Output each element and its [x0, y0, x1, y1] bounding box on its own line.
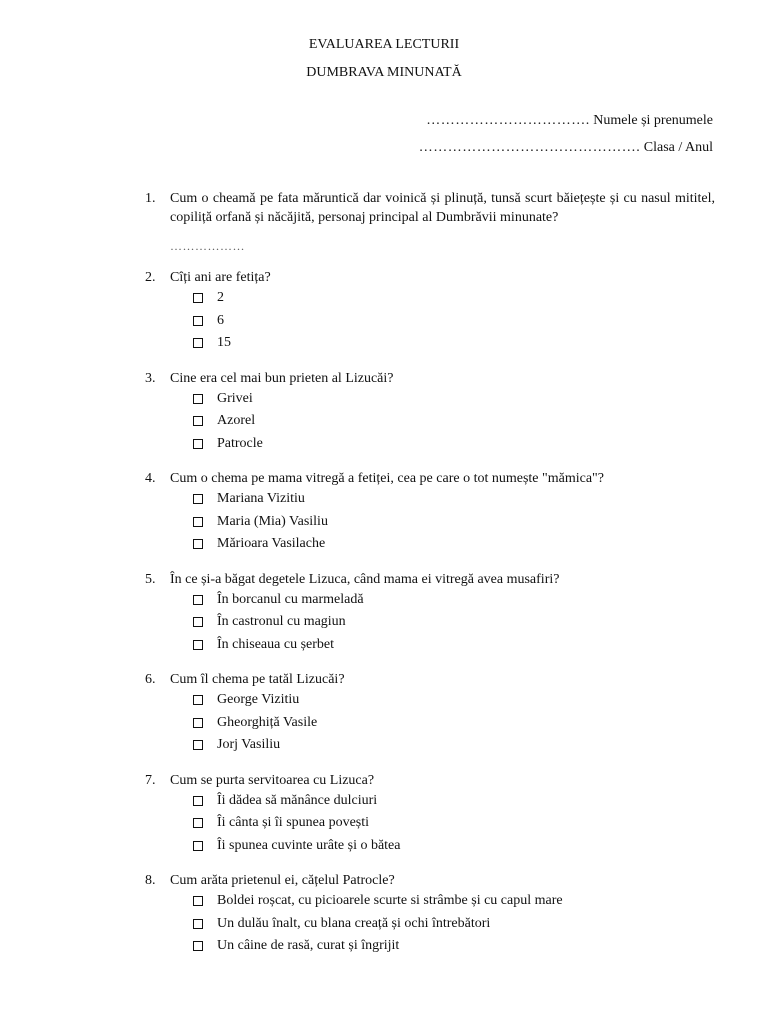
- answer-blank[interactable]: ………………: [170, 239, 245, 253]
- option-label: 2: [217, 290, 224, 306]
- option-label: Mărioara Vasilache: [217, 536, 326, 552]
- answer-option[interactable]: [193, 634, 715, 657]
- question-row: [145, 369, 715, 388]
- header: [0, 36, 768, 82]
- option-label: Un dulău înalt, cu blana creață și ochi întrebători: [217, 915, 491, 931]
- answer-option[interactable]: [193, 589, 715, 612]
- page-subtitle: DUMBRAVA MINUNATĂ: [306, 65, 462, 80]
- checkbox[interactable]: [193, 338, 203, 348]
- checkbox[interactable]: [193, 841, 203, 851]
- option-label: Îi dădea să mănânce dulciuri: [217, 792, 378, 808]
- checkbox[interactable]: [193, 919, 203, 929]
- option-label: Gheorghiță Vasile: [217, 714, 318, 730]
- question-text: Cum arăta prietenul ei, cățelul Patrocle?: [170, 873, 395, 888]
- option-label: Azorel: [217, 413, 256, 429]
- checkbox[interactable]: [193, 796, 203, 806]
- question-number: 1.: [145, 191, 156, 206]
- question-item: [145, 771, 715, 858]
- answer-option[interactable]: [193, 533, 715, 556]
- name-field-label: Numele și prenumele: [593, 113, 713, 128]
- question-number: 3.: [145, 370, 156, 386]
- answer-option[interactable]: [193, 410, 715, 433]
- checkbox[interactable]: [193, 941, 203, 951]
- question-text: În ce și-a băgat degetele Lizuca, când mama ei vitregă avea musafiri?: [170, 571, 560, 587]
- answer-option[interactable]: [193, 511, 715, 534]
- checkbox[interactable]: [193, 517, 203, 527]
- question-row: [145, 871, 715, 890]
- checkbox[interactable]: [193, 539, 203, 549]
- class-field-row: [419, 140, 713, 156]
- answer-option[interactable]: [193, 433, 715, 456]
- question-item: [145, 268, 715, 355]
- checkbox[interactable]: [193, 293, 203, 303]
- checkbox[interactable]: [193, 640, 203, 650]
- answer-option[interactable]: [193, 712, 715, 735]
- checkbox[interactable]: [193, 439, 203, 449]
- question-item: [145, 670, 715, 757]
- option-label: Maria (Mia) Vasiliu: [217, 513, 328, 529]
- option-label: Boldei roșcat, cu picioarele scurte si strâmbe și cu capul mare: [217, 893, 563, 909]
- question-text: Cine era cel mai bun prieten al Lizucăi?: [170, 370, 394, 386]
- option-label: Jorj Vasiliu: [217, 737, 281, 753]
- question-row: [145, 570, 715, 589]
- answer-option[interactable]: [193, 935, 715, 958]
- checkbox[interactable]: [193, 494, 203, 504]
- question-item: [145, 369, 715, 456]
- option-label: Patrocle: [217, 435, 263, 451]
- checkbox[interactable]: [193, 718, 203, 728]
- checkbox[interactable]: [193, 695, 203, 705]
- question-number: 4.: [145, 471, 156, 486]
- answer-option[interactable]: [193, 734, 715, 757]
- option-label: 15: [217, 335, 231, 351]
- checkbox[interactable]: [193, 595, 203, 605]
- checkbox[interactable]: [193, 818, 203, 828]
- option-label: George Vizitiu: [217, 692, 300, 708]
- question-row: [145, 189, 715, 227]
- question-number: 2.: [145, 270, 156, 285]
- checkbox[interactable]: [193, 394, 203, 404]
- answer-option[interactable]: [193, 913, 715, 936]
- question-number: 5.: [145, 571, 156, 587]
- question-text: Cum o cheamă pe fata măruntică dar voinică și plinuță, tunsă scurt băiețește și cu nasul mititel, copiliță orfană și năcăjită, personaj principal al Dumbrăvii minunate?: [170, 191, 715, 225]
- questions-list: [145, 189, 715, 972]
- name-field-blank[interactable]: …………………………….: [426, 113, 590, 128]
- option-label: În chiseaua cu șerbet: [217, 636, 334, 652]
- question-number: 7.: [145, 772, 156, 788]
- question-text: Cum îl chema pe tatăl Lizucăi?: [170, 672, 345, 687]
- question-row: [145, 469, 715, 488]
- answer-option[interactable]: [193, 812, 715, 835]
- option-label: Îi cânta și îi spunea povești: [217, 815, 370, 831]
- option-label: În castronul cu magiun: [217, 614, 346, 630]
- answer-option[interactable]: [193, 332, 715, 355]
- question-item: [145, 189, 715, 254]
- answer-option[interactable]: [193, 611, 715, 634]
- answer-option[interactable]: [193, 689, 715, 712]
- name-field-row: [426, 113, 713, 129]
- checkbox[interactable]: [193, 740, 203, 750]
- option-label: Un câine de rasă, curat și îngrijit: [217, 938, 400, 954]
- question-row: [145, 670, 715, 689]
- page-title: EVALUAREA LECTURII: [308, 37, 460, 52]
- question-item: [145, 469, 715, 556]
- checkbox[interactable]: [193, 617, 203, 627]
- answer-option[interactable]: [193, 488, 715, 511]
- question-text: Cîți ani are fetița?: [170, 270, 271, 285]
- question-text: Cum se purta servitoarea cu Lizuca?: [170, 772, 375, 788]
- option-label: Grivei: [217, 390, 253, 406]
- question-row: [145, 771, 715, 790]
- class-field-label: Clasa / Anul: [643, 140, 713, 155]
- class-field-blank[interactable]: ……………………………………….: [418, 140, 641, 155]
- answer-option[interactable]: [193, 287, 715, 310]
- option-label: În borcanul cu marmeladă: [217, 591, 364, 607]
- answer-option[interactable]: [193, 890, 715, 913]
- checkbox[interactable]: [193, 896, 203, 906]
- checkbox[interactable]: [193, 316, 203, 326]
- answer-option[interactable]: [193, 835, 715, 858]
- question-number: 8.: [145, 873, 156, 888]
- question-number: 6.: [145, 672, 156, 687]
- option-label: Mariana Vizitiu: [217, 491, 305, 507]
- answer-option[interactable]: [193, 388, 715, 411]
- answer-option[interactable]: [193, 310, 715, 333]
- option-label: 6: [217, 312, 224, 328]
- answer-option[interactable]: [193, 790, 715, 813]
- question-text: Cum o chema pe mama vitregă a fetiței, cea pe care o tot numește "mămica"?: [170, 471, 604, 486]
- question-item: [145, 570, 715, 657]
- option-label: Îi spunea cuvinte urâte și o bătea: [217, 837, 401, 853]
- question-item: [145, 871, 715, 958]
- checkbox[interactable]: [193, 416, 203, 426]
- question-row: [145, 268, 715, 287]
